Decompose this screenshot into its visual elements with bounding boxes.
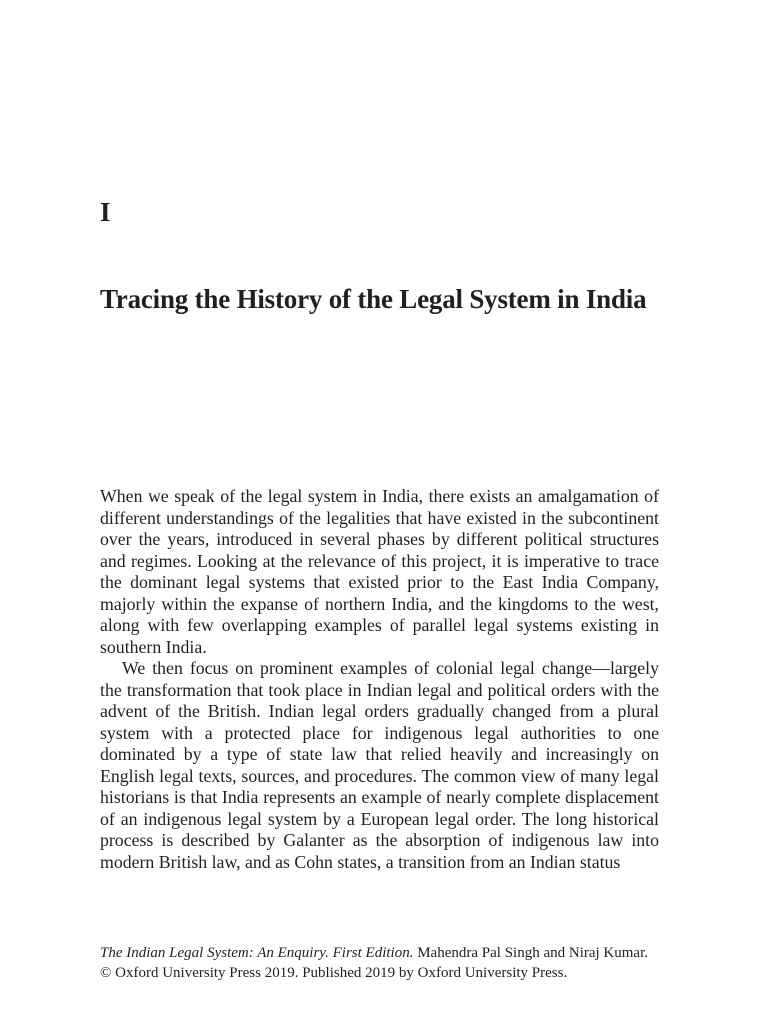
body-paragraph: We then focus on prominent examples of colonial legal change—largely the transformation that took place in Indian legal and political orders with the advent of the British. Indian legal orders gradually changed from a plural system with a protected place for indigenous legal authorities to one dominated by a type of state law that relied heavily and increasingly on English legal texts, sources, and procedures. The common view of many legal historians is that India represents an example of nearly complete displacement of an indigenous legal system by a European legal order. The long historical process is described by Galanter as the absorption of indigenous law into modern British law, and as Cohn states, a transition from an Indian status <box>100 658 659 872</box>
book-authors: Mahendra Pal Singh and Niraj Kumar. <box>413 945 649 961</box>
copyright-line: © Oxford University Press 2019. Published 2019 by Oxford University Press. <box>100 964 568 981</box>
publication-footnote <box>100 944 660 983</box>
book-title: The Indian Legal System: An Enquiry. First Edition. <box>100 945 414 961</box>
body-paragraph: When we speak of the legal system in India, there exists an amalgamation of different understandings of the legalities that have existed in the subcontinent over the years, introduced in several phases by different political structures and regimes. Looking at the relevance of this project, it is imperative to trace the dominant legal systems that existed prior to the East India Company, majorly within the expanse of northern India, and the kingdoms to the west, along with few overlapping examples of parallel legal systems existing in southern India. <box>100 486 659 657</box>
chapter-title: Tracing the History of the Legal System in India <box>100 284 647 314</box>
citation-line <box>100 944 660 964</box>
body-text <box>100 486 659 873</box>
chapter-number: I <box>100 197 111 227</box>
